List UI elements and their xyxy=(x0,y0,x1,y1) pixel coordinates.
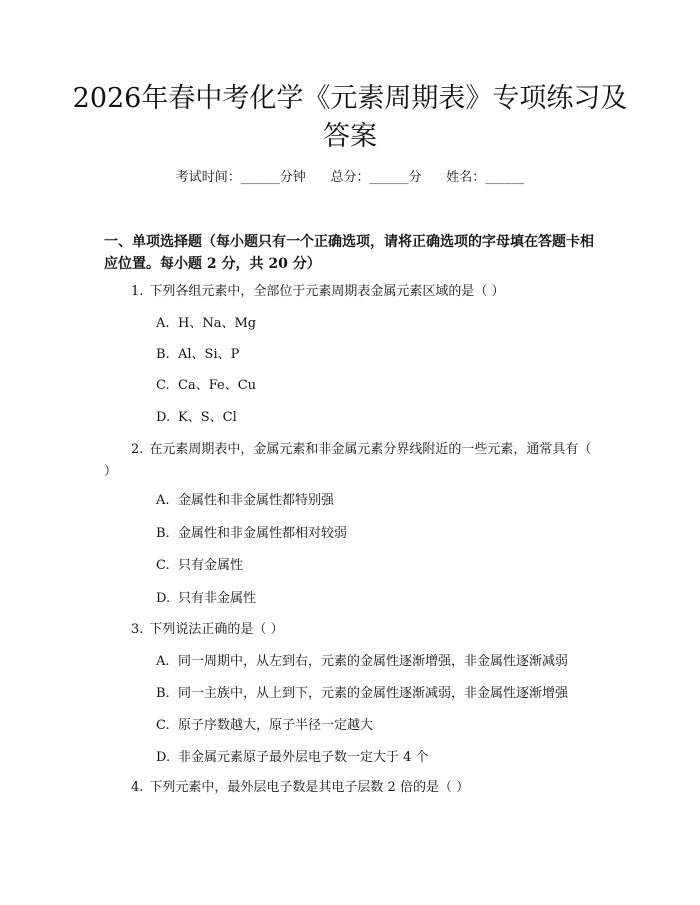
question-1-option-b xyxy=(156,345,596,365)
option-letter: B. xyxy=(156,686,170,701)
question-number: 4. xyxy=(131,780,144,795)
question-3-option-b xyxy=(156,684,596,704)
question-3-option-c xyxy=(156,716,596,736)
question-number: 1. xyxy=(131,284,144,299)
question-stem: 下列各组元素中，全部位于元素周期表金属元素区域的是（ ） xyxy=(149,284,505,299)
option-text: 同一主族中，从上到下，元素的金属性逐渐减弱，非金属性逐渐增强 xyxy=(178,686,569,701)
option-letter: C. xyxy=(156,718,170,733)
question-stem: 下列说法正确的是（ ） xyxy=(149,622,284,637)
question-number: 3. xyxy=(131,622,144,637)
option-text: Al、Si、P xyxy=(178,347,240,362)
question-2 xyxy=(104,439,596,483)
question-stem: 下列元素中，最外层电子数是其电子层数 2 倍的是（ ） xyxy=(149,780,470,795)
option-letter: D. xyxy=(156,591,171,606)
option-letter: B. xyxy=(156,526,170,541)
question-2-option-b xyxy=(156,524,596,544)
option-text: 原子序数越大，原子半径一定越大 xyxy=(178,718,374,733)
question-3-option-d xyxy=(156,748,596,768)
section-heading: 一、单项选择题（每小题只有一个正确选项，请将正确选项的字母填在答题卡相应位置。每小题 2 分，共 20 分） xyxy=(104,234,594,272)
option-letter: C. xyxy=(156,558,170,573)
question-2-option-d xyxy=(156,589,596,609)
question-2-option-a xyxy=(156,491,596,511)
question-1-option-a xyxy=(156,314,596,334)
option-text: K、S、Cl xyxy=(178,410,237,425)
option-text: Ca、Fe、Cu xyxy=(178,378,257,393)
option-letter: B. xyxy=(156,347,170,362)
option-letter: A. xyxy=(156,316,170,331)
question-1-option-d xyxy=(156,408,596,428)
option-text: 金属性和非金属性都相对较弱 xyxy=(178,526,348,541)
question-1 xyxy=(104,281,596,303)
option-letter: A. xyxy=(156,654,170,669)
question-4 xyxy=(104,777,596,799)
question-1-option-c xyxy=(156,376,596,396)
question-2-option-c xyxy=(156,556,596,576)
question-3-option-a xyxy=(156,652,596,672)
option-text: 同一周期中，从左到右，元素的金属性逐渐增强，非金属性逐渐减弱 xyxy=(178,654,569,669)
question-stem: 在元素周期表中，金属元素和非金属元素分界线附近的一些元素，通常具有（ ） xyxy=(104,442,592,479)
exam-info-line: 考试时间：______分钟 总分：______分 姓名：______ xyxy=(175,170,525,185)
option-text: 金属性和非金属性都特别强 xyxy=(178,493,335,508)
option-letter: D. xyxy=(156,410,171,425)
option-letter: D. xyxy=(156,750,171,765)
question-3 xyxy=(104,619,596,641)
option-text: 只有金属性 xyxy=(178,558,244,573)
option-letter: A. xyxy=(156,493,170,508)
question-number: 2. xyxy=(131,442,144,457)
option-text: 只有非金属性 xyxy=(178,591,257,606)
page-title: 2026年春中考化学《元素周期表》专项练习及答案 xyxy=(72,83,628,152)
option-text: H、Na、Mg xyxy=(178,316,257,331)
option-letter: C. xyxy=(156,378,170,393)
option-text: 非金属元素原子最外层电子数一定大于 4 个 xyxy=(178,750,429,765)
